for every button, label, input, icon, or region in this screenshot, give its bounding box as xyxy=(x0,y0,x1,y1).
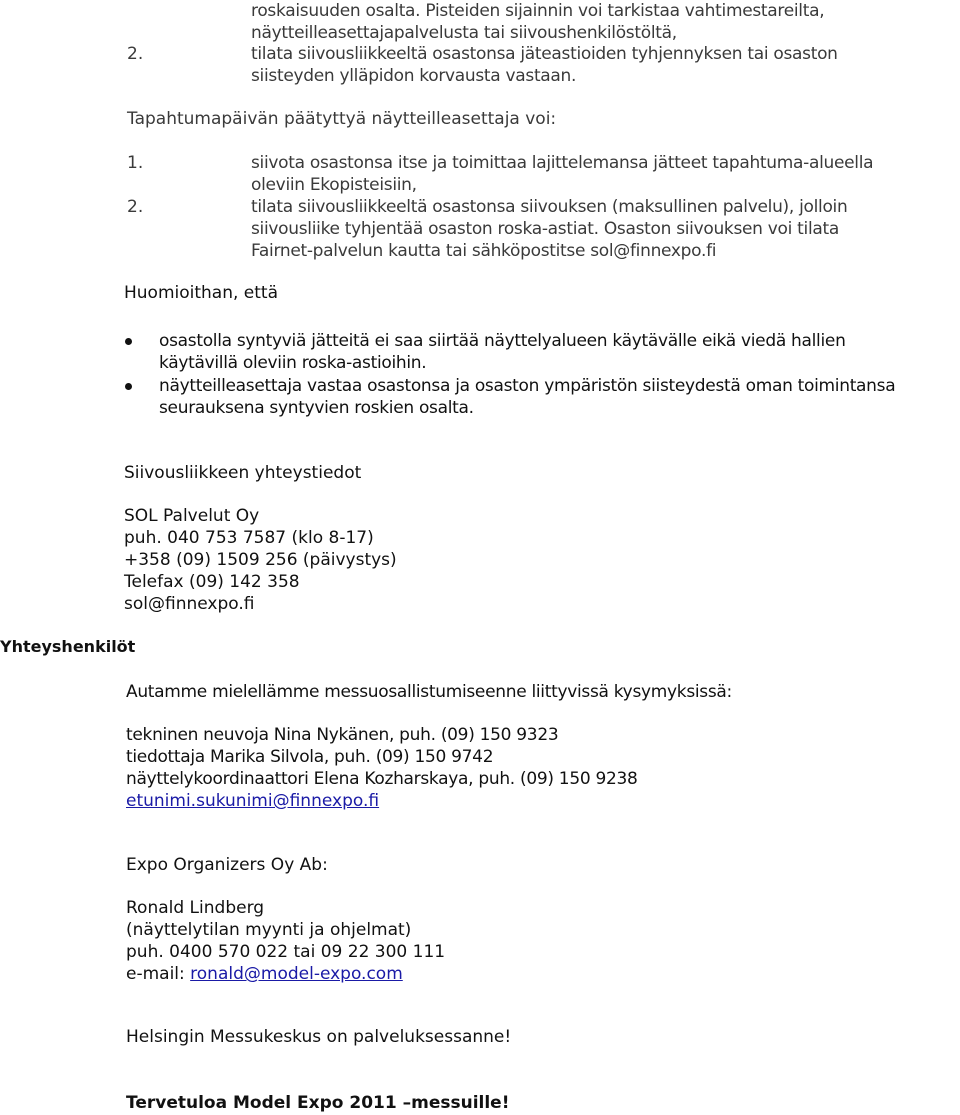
organizer-heading: Expo Organizers Oy Ab: xyxy=(126,855,328,875)
list-number: 1. xyxy=(127,153,144,173)
email-row xyxy=(126,963,403,985)
contact-line: puh. 040 753 7587 (klo 8-17) xyxy=(124,528,374,548)
contact-role: (näyttelytilan myynti ja ohjelmat) xyxy=(126,920,412,940)
contact-name: Ronald Lindberg xyxy=(126,898,265,918)
list-item-text: siivousliike tyhjentää osaston roska-astiat. Osaston siivouksen voi tilata xyxy=(251,219,839,239)
bullet-text: käytävillä oleviin roska-astioihin. xyxy=(159,353,427,373)
company-name: SOL Palvelut Oy xyxy=(124,506,260,526)
bullet-text: osastolla syntyviä jätteitä ei saa siirtää näyttelyalueen käytävälle eikä viedä hallien xyxy=(159,331,846,351)
contact-email: sol@finnexpo.fi xyxy=(124,594,255,614)
list-item-text: tilata siivousliikkeeltä osastonsa siivouksen (maksullinen palvelu), jolloin xyxy=(251,197,848,217)
contact-line: näyttelykoordinaattori Elena Kozharskaya, puh. (09) 150 9238 xyxy=(126,769,638,789)
contact-line: puh. 0400 570 022 tai 09 22 300 111 xyxy=(126,942,446,962)
bullet-icon xyxy=(125,338,132,345)
list-item-text: siivota osastonsa itse ja toimittaa lajittelemansa jätteet tapahtuma-alueella xyxy=(251,153,874,173)
list-item-text: Fairnet-palvelun kautta tai sähköpostitse sol@finnexpo.fi xyxy=(251,241,717,261)
continued-text-line: näytteilleasettajapalvelusta tai siivoushenkilöstöltä, xyxy=(251,23,677,43)
list-number: 2. xyxy=(127,197,144,217)
contact-line: Telefax (09) 142 358 xyxy=(124,572,300,592)
note-heading: Huomioithan, että xyxy=(124,283,279,303)
list-item-text: tilata siivousliikkeeltä osastonsa jäteastioiden tyhjennyksen tai osaston xyxy=(251,44,838,64)
email-link[interactable]: ronald@model-expo.com xyxy=(190,964,403,984)
bullet-text: näytteilleasettaja vastaa osastonsa ja osaston ympäristön siisteydestä oman toimintansa xyxy=(159,376,896,396)
bullet-text: seurauksena syntyvien roskien osalta. xyxy=(159,398,474,418)
contact-line: +358 (09) 1509 256 (päivystys) xyxy=(124,550,397,570)
list-item-text: siisteyden ylläpidon korvausta vastaan. xyxy=(251,66,577,86)
section-heading: Tapahtumapäivän päätyttyä näytteilleasettaja voi: xyxy=(127,109,557,129)
closing-welcome: Tervetuloa Model Expo 2011 –messuille! xyxy=(126,1093,510,1113)
list-item-text: oleviin Ekopisteisiin, xyxy=(251,175,417,195)
bullet-icon xyxy=(125,383,132,390)
help-heading: Autamme mielellämme messuosallistumiseenne liittyvissä kysymyksissä: xyxy=(126,682,732,702)
contact-line: tiedottaja Marika Silvola, puh. (09) 150 9742 xyxy=(126,747,494,767)
closing-text: Helsingin Messukeskus on palveluksessanne! xyxy=(126,1027,512,1047)
list-number: 2. xyxy=(127,44,144,64)
contact-line: tekninen neuvoja Nina Nykänen, puh. (09) 150 9323 xyxy=(126,725,559,745)
email-label: e-mail: xyxy=(126,964,191,984)
email-link[interactable]: etunimi.sukunimi@finnexpo.fi xyxy=(126,791,380,811)
cleaning-heading: Siivousliikkeen yhteystiedot xyxy=(124,463,362,483)
continued-text-line: roskaisuuden osalta. Pisteiden sijainnin voi tarkistaa vahtimestareilta, xyxy=(251,1,825,21)
side-label: Yhteyshenkilöt xyxy=(0,637,136,656)
